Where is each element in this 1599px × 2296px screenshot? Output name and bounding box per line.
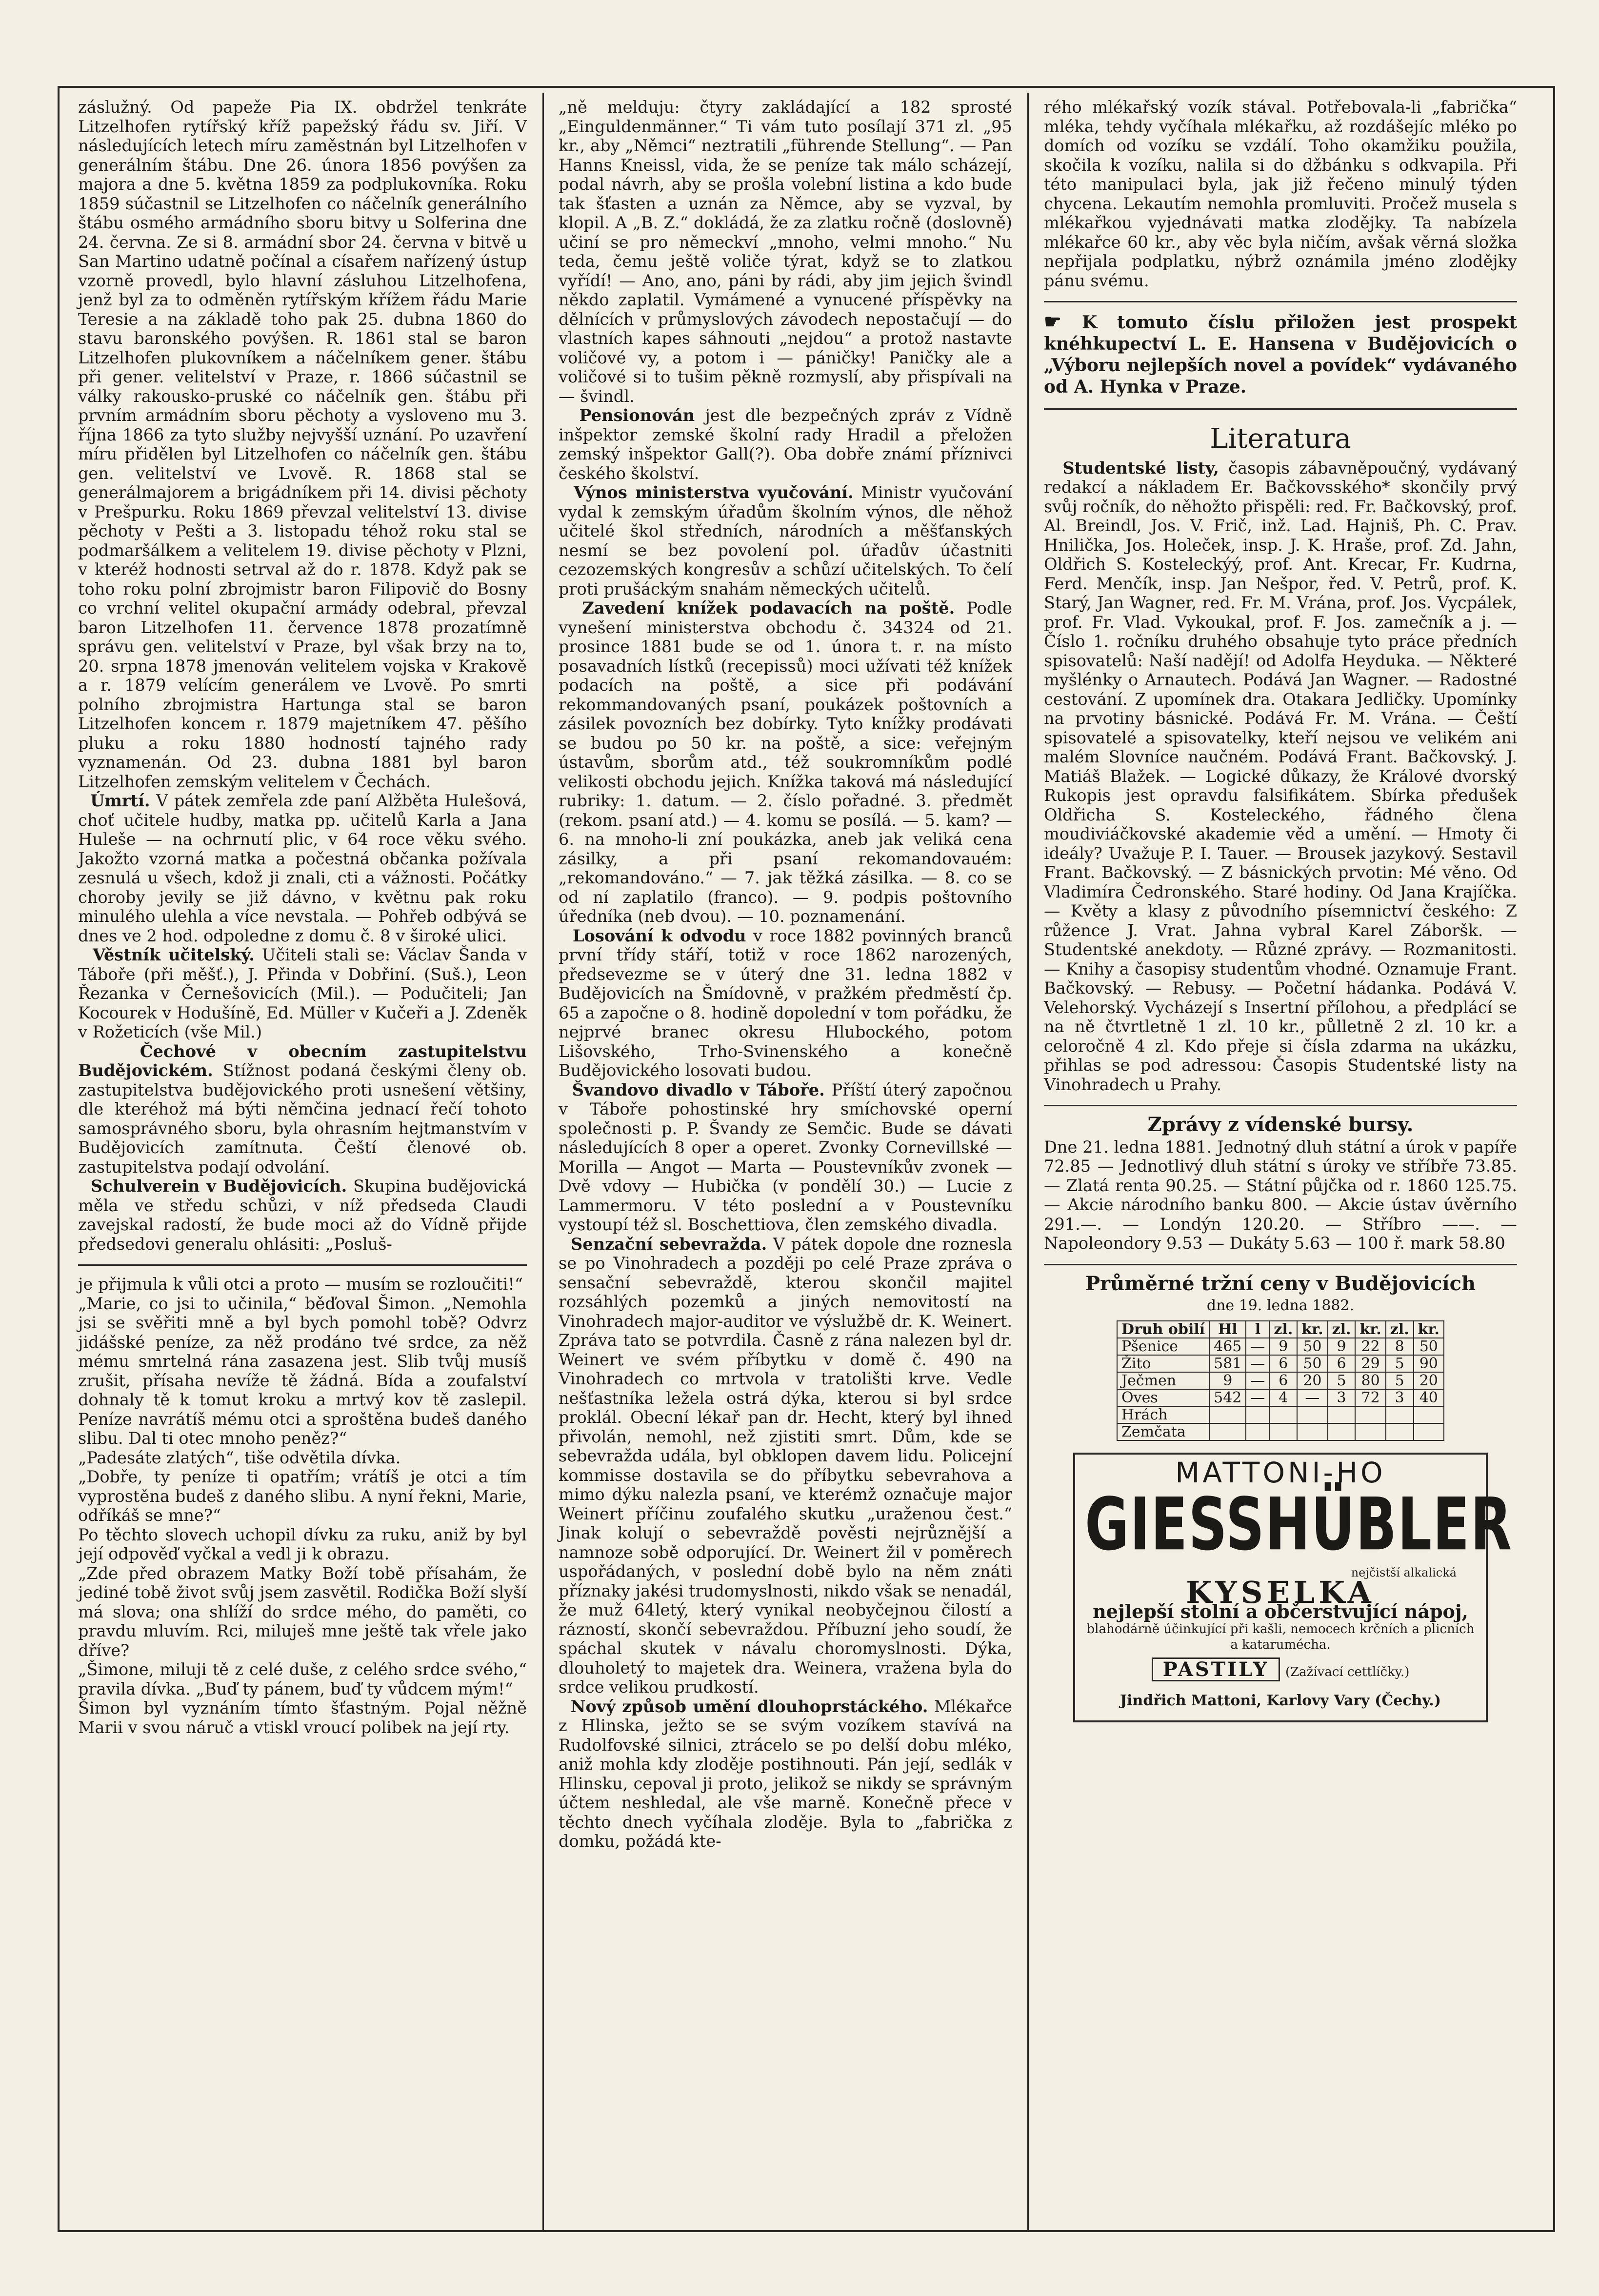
- story-paragraph: Po těchto slovech uchopil dívku za ruku, aniž by byl její odpověď vyčkal a vedl ji k obrazu.: [78, 1525, 527, 1563]
- table-cell: 5: [1386, 1355, 1414, 1372]
- table-cell: 6: [1328, 1355, 1356, 1372]
- table-row: [1117, 1355, 1444, 1372]
- novy-text: Mlékařce z Hlinska, ježto se se svým vozíkem stavívá na Rudolfovské silnici, ztrácelo se po delší dobu mléko, aniž mohla kdy zloděje postihnouti. Pán její, sedlák v Hlinsku, cepoval ji proto, jelikož se nikdy se správným účtem neshledal, ale vše marně. Konečně přece v těchto dnech vyčíhala zloděje. Byla to „fabrička z domku, požádá kte-: [559, 1697, 1012, 1851]
- table-row: [1117, 1406, 1444, 1423]
- pens-text: jest dle bezpečných zpráv z Vídně inšpektor zemské školní rady Hradil a přeložen zemský inšpektor Gall(?). Oba dobře známí příznivci českého školství.: [559, 406, 1012, 483]
- table-row: [1117, 1423, 1444, 1440]
- table-cell: [1386, 1423, 1414, 1440]
- table-header-row: [1117, 1321, 1444, 1338]
- table-cell: Žito: [1117, 1355, 1209, 1372]
- table-cell: 9: [1209, 1372, 1246, 1389]
- table-cell: [1209, 1406, 1246, 1423]
- vestnik-text: Učiteli stali se: Václav Šanda v Táboře (při měšť.), J. Přinda v Dobřiní. (Suš.), Leon Řezanka v Černešovicích (Mil.). — Podučiteli; Jan Kocourek v Hodušíně, Ed. Müller v Kučeři a J. Zdeněk v Rožeticích (vše Mil.): [78, 945, 527, 1041]
- column-3: [1044, 98, 1517, 1722]
- losov-heading: Losování k odvodu: [572, 925, 746, 945]
- story-paragraph: „Šimone, miluji tě z celé duše, z celého srdce svého,“ pravila dívka. „Buď ty pánem, buď ty vůdcem mým!“: [78, 1660, 527, 1698]
- table-cell: 50: [1297, 1338, 1327, 1355]
- table-cell: Oves: [1117, 1389, 1209, 1406]
- svand-heading: Švandovo divadlo v Táboře.: [572, 1079, 825, 1099]
- volby-article: „ně melduju: čtyry zakládající a 182 sprosté „Einguldenmänner.“ Ti vám tuto posílají 371 zl. „95 kr., aby „Němci“ neztratili „führende Stellung“. — Pan Hanns Kneissl, vida, že se peníze tak málo scházejí, podal návrh, aby se prošla volební listina a kdo bude tak šťasten a uznán za Němce, aby se vyzval, by klopil. A „B. Z.“ dokládá, že za zlatku ročně (doslovně) učiní se pro německví „mnoho, velmi mnoho.“ Nu teda, čemu ještě voliče týrat, když se to zlatkou vyřídí! — Ano, ano, páni by rádi, aby jim jejich švindl někdo zaplatil. Vymámené a vynucené příspěvky na dělnících v průmyslových závodech nepostačují — do vlastních kapes sáhnouti „nejdou“ a protož nastavte voličové vy, a potom i — páničky! Paničky ale a voličové si to tušim pěkně rozmyslí, aby přispívali na — švindl.: [559, 98, 1012, 406]
- table-cell: 542: [1209, 1389, 1246, 1406]
- table-cell: [1269, 1423, 1297, 1440]
- pointing-hand-icon: ☛: [1044, 310, 1082, 333]
- prices-divider: [1044, 1264, 1517, 1265]
- bursa-text: Dne 21. ledna 1881. Jednotný dluh státní a úrok v papíře 72.85 — Jednotlivý dluh státní s úroky ve stříbře 73.85. — Zlatá renta 90.25. — Státní půjčka od r. 1860 125.75. — Akcie národního banku 800. — Akcie ústav úvěrního 291.—. — Londýn 120.20. — Stříbro ——. — Napoleondory 9.53 — Dukáty 5.63 — 100 ř. mark 58.80: [1044, 1137, 1517, 1253]
- table-cell: Zemčata: [1117, 1423, 1209, 1440]
- table-header: Hl: [1209, 1321, 1246, 1338]
- table-cell: 9: [1269, 1338, 1297, 1355]
- mlekarka-article: rého mlékařský vozík stával. Potřebovala-li „fabrička“ mléka, tehdy vyčíhala mlékařku, až rozdášejíc mléko po domích od vozíku se vzdálí. Toho okamžiku použila, skočila k vozíku, nalila si do džbánku s odkvapila. Při této manipulaci byla, jak již řečeno minulý týden chycena. Lekautím nemohla promluviti. Pročež musela s mlékařkou vyjednávati matka zlodějky. Ta nabízela mlékařce 60 kr., aby věc byla ničím, avšak věrná složka nepřijala podplatku, nýbrž oznámila jméno zlodějky pánu svému.: [1044, 98, 1517, 290]
- notice-divider-top: [1044, 301, 1517, 302]
- table-cell: 29: [1355, 1355, 1385, 1372]
- table-header: Druh obilí: [1117, 1321, 1209, 1338]
- table-cell: 4: [1269, 1389, 1297, 1406]
- bursa-heading: Zprávy z vídenské bursy.: [1147, 1113, 1414, 1136]
- table-cell: 22: [1355, 1338, 1385, 1355]
- schul-article: [78, 1177, 527, 1254]
- table-cell: [1297, 1423, 1327, 1440]
- column-rule-1: [542, 93, 544, 2232]
- feuilleton-divider: [78, 1264, 527, 1266]
- table-header: kr.: [1414, 1321, 1444, 1338]
- table-row: [1117, 1389, 1444, 1406]
- table-cell: 50: [1414, 1338, 1444, 1355]
- umrti-heading: Úmrtí.: [90, 791, 150, 810]
- zastup-article: [78, 1042, 527, 1177]
- senz-text: V pátek dopole dne roznesla se po Vinohradech a později po celé Praze zpráva o sensační sebevraždě, kterou skončil majitel rozsáhlých pozemků a jiných nemovitostí na Vinohradech major-auditor ve výslužbě dr. K. Weinert. Zpráva tato se potvrdila. Časně z rána nalezen byl dr. Weinert ve svém příbytku v domě č. 490 na Vinohradech co mrtvola v tratolišti krve. Vedle nešťastníka ležela ostrá dýka, kterou si byl srdce proklál. Obecní lékař pan dr. Hecht, který byl ihned přivolán, nemohl, než zjistiti smrt. Dům, kde se sebevražda udála, byl obklopen davem lidu. Policejní kommisse dostavila se do příbytku sebevrahova a mimo dýku nalezla psaní, ve kterémž označuje major Weinert příčinu zoufalého skutku „uraženou čest.“ Jinak kolují o sebevraždě pověsti nejrůznější a namnoze sobě odporující. Dr. Weinert žil v poměrech uspořádaných, v poslední době bylo na něm znáti příznaky jakési trudomyslnosti, nikdo však se nenadál, že muž 64letý, který vynikal neobyčejnou čilostí a rázností, skončí sebevraždou. Příbuzní jeho soudí, že spáchal skutek v návalu choromyslnosti. Dýka, dlouholetý to majetek dra. Weinera, vražena byla do srdce velikou prudkostí.: [559, 1234, 1012, 1697]
- column-2: [559, 98, 1012, 1851]
- bursa-divider: [1044, 1105, 1517, 1106]
- literatura-heading: Literatura: [1210, 423, 1351, 455]
- senz-article: [559, 1235, 1012, 1697]
- losov-article: [559, 926, 1012, 1080]
- table-cell: —: [1246, 1338, 1269, 1355]
- notice-divider-bottom: [1044, 408, 1517, 410]
- litzelhofen-article: záslužný. Od papeže Pia IX. obdržel tenkráte Litzelhofen rytířský kříž papežský řádu sv. Jiří. V následujících letech míru zaměstnán byl Litzelhofen v generálním štábu. Dne 26. února 1856 povýšen za majora a dne 5. května 1859 za podplukovníka. Roku 1859 súčastnil se Litzelhofen co náčelník generálního štábu osmého armádního sboru bitvy u Solferina dne 24. června. Ze si 8. armádní sbor 24. června v bitvě u San Martino udatně počínal a císařem nařízený ústup vzorně provedl, bylo hlavní zásluhou Litzelhofena, jenž byl za to odměněn rytířským křížem řádu Marie Teresie a na základě toho pak 25. dubna 1860 do stavu baronského povýšen. R. 1861 stal se baron Litzelhofen plukovníkem a náčelníkem gener. štábu při gener. velitelství v Praze, r. 1866 súčastnil se války rakousko-pruské co náčelník gen. štábu při prvním armádním sboru pěchoty a vysloveno mu 3. října 1866 za tyto služby nejvyšší uznání. Po uzavření míru přidělen byl Litzelhofen co náčelník gen. štábu gen. velitelství ve Lvově. R. 1868 stal se generálmajorem a brigádníkem při 14. divisi pěchoty v Prešpurku. Roku 1869 převzal velitelství 13. divise pěchoty v Pešti a 3. listopadu téhož roku stal se podmaršálkem a velitelem 19. divise pěchoty v Plzni, v kteréž hodnosti setrval až do r. 1878. Když pak se toho roku polní zbrojmistr baron Filipovič do Bosny co vrchní velitel okupační armády odebral, převzal baron Litzelhofen 11. července 1878 prozatímně správu gen. velitelství v Praze, byl však brzy na to, 20. srpna 1878 jmenován velitelem vojska v Krakově a r. 1879 velícím generálem ve Lvově. Po smrti polního zbrojmistra Hartunga stal se baron Litzelhofen koncem r. 1879 majetníkem 47. pěšího pluku a roku 1880 hodností tajného rady vyznamenán. Od 23. dubna 1881 byl baron Litzelhofen zemským velitelem v Čechách.: [78, 98, 527, 791]
- table-cell: [1246, 1423, 1269, 1440]
- schul-text: Skupina budějovická měla ve středu schůzi, v níž předseda Claudi zavejskal radostí, že bude moci až do Vídně přijde předsedovi generalu ohlásiti: „Posluš-: [78, 1177, 527, 1254]
- story-paragraph: „Zde před obrazem Matky Boží tobě přísahám, že jediné tobě život svůj jsem zasvětil. Rodička Boží slyší má slova; ona shlíží do srdce mého, do paměti, co pravdu mluvím. Rci, miluješ mne ještě tak vřele jako dříve?: [78, 1563, 527, 1660]
- table-cell: 581: [1209, 1355, 1246, 1372]
- table-cell: 50: [1297, 1355, 1327, 1372]
- vestnik-article: [78, 945, 527, 1042]
- table-cell: 80: [1355, 1372, 1385, 1389]
- table-cell: [1386, 1406, 1414, 1423]
- literatura-article: [1044, 459, 1517, 1095]
- table-cell: [1355, 1423, 1385, 1440]
- table-row: [1117, 1372, 1444, 1389]
- table-cell: 5: [1328, 1372, 1356, 1389]
- table-cell: 40: [1414, 1389, 1444, 1406]
- zastup-text: Stížnost podaná českými členy ob. zastupitelstva budějovického proti usnešení většiny, dle kteréhož má býti němčina jednací řečí tohoto samosprávného sboru, byla ohrasním hejtmanstvím v Budějovicích zamítnuta. Čeští členové ob. zastupitelstva podají odvolání.: [78, 1061, 527, 1177]
- schul-heading: Schulverein v Budějovicích.: [91, 1176, 347, 1196]
- table-cell: 6: [1269, 1355, 1297, 1372]
- table-cell: 72: [1355, 1389, 1385, 1406]
- table-header: zl.: [1328, 1321, 1356, 1338]
- table-cell: 8: [1386, 1338, 1414, 1355]
- table-cell: 6: [1269, 1372, 1297, 1389]
- table-cell: Ječmen: [1117, 1372, 1209, 1389]
- table-cell: 3: [1328, 1389, 1356, 1406]
- novy-heading: Nový způsob umění dlouhoprstáckého.: [570, 1696, 928, 1716]
- table-cell: [1328, 1406, 1356, 1423]
- story-paragraph: je přijmula k vůli otci a proto — musím se rozloučiti!“: [78, 1275, 523, 1294]
- table-row: [1117, 1338, 1444, 1355]
- table-cell: —: [1297, 1389, 1327, 1406]
- zaved-heading: Zavedení knížek podavacích na poště.: [582, 598, 955, 618]
- ad-pastily: PASTILY: [1152, 1657, 1280, 1682]
- table-header: kr.: [1297, 1321, 1327, 1338]
- ad-subtitle: nejčistší alkalická: [1351, 1566, 1457, 1579]
- prospekt-notice-text: K tomuto číslu přiložen jest prospekt knéhkupectví L. E. Hansena v Budějovicích o „Výboru nejlepších novel a povídek“ vydávaného od A. Hynka v Praze.: [1044, 312, 1517, 397]
- prices-date: dne 19. ledna 1882.: [1206, 1297, 1355, 1314]
- table-cell: 20: [1414, 1372, 1444, 1389]
- table-cell: 90: [1414, 1355, 1444, 1372]
- svand-text: Příští úterý započnou v Táboře pohostinské hry smíchovské operní společnosti p. P. Švandy ze Semčic. Bude se dávati následujících 8 oper a operet. Zvonky Cornevillské — Morilla — Angot — Marta — Poustevníkův zvonek — Dvě vdovy — Hubička (v pondělí 30.) — Lucie z Lammermoru. V této poslední a v Poustevníku vystoupí též sl. Boschettiova, člen zemského divadla.: [559, 1080, 1012, 1234]
- table-header: zl.: [1269, 1321, 1297, 1338]
- table-header: kr.: [1355, 1321, 1385, 1338]
- svand-article: [559, 1080, 1012, 1235]
- ad-kyselka: KYSELKA: [1186, 1574, 1375, 1610]
- umrti-text: V pátek zemřela zde paní Alžběta Hulešová, choť učitele hudby, matka pp. učitelů Karla a Jana Huleše — na ochrnutí plic, v 64 roce věku svého. Jakožto vzorná matka a počestná občanka požívala zesnulá u všech, kdož ji znali, cti a vážnosti. Počátky choroby jevily se již dávno, v květnu pak roku minulého ulehla a více nevstala. — Pohřeb odbývá se dnes ve 2 hod. odpoledne z domu č. 8 v široké ulici.: [78, 791, 527, 945]
- zaved-article: [559, 599, 1012, 926]
- novy-article: [559, 1697, 1012, 1851]
- ad-firm: Jindřich Mattoni, Karlovy Vary (Čechy.): [1119, 1692, 1441, 1709]
- senz-heading: Senzační sebevražda.: [571, 1234, 767, 1254]
- table-cell: [1414, 1406, 1444, 1423]
- story-paragraph: Šimon byl vyznáním tímto šťastným. Pojal něžně Marii v svou náruč a vtiskl vroucí polibek na její rty.: [78, 1698, 527, 1737]
- vestnik-heading: Věstník učitelský.: [92, 945, 255, 964]
- ad-description: blahodárně účinkující při kašli, nemocech krčních a plicních a katarumécha.: [1086, 1621, 1475, 1652]
- story-paragraph: „Padesáte zlatých“, tiše odvětila dívka.: [78, 1448, 401, 1467]
- zaved-text: Podle vynešení ministerstva obchodu č. 34324 od 21. prosince 1881 bude se od 1. února t. r. na místo posavadních lístků (recepissů) moci užívati též knížek podacích na poště, a sice při podávání rekommandovaných psaní, poukázek poštovních a zásilek povozních bez dobírky. Tyto knížky prodávati se budou po 50 kr. na poště, a sice: veřejným ústavům, sborům atd., též soukromníkům podlé velikosti obchodu jejich. Knížka taková má následující rubriky: 1. datum. — 2. číslo pořadné. 3. předmět (rekom. psaní atd.) — 4. komu se posílá. — 5. kam? — 6. na mnoho-li zní poukázka, aneb jak veliká cena zásilky, a při psaní rekomandovauém: „rekomandováno.“ — 7. jak těžká zásilka. — 8. co se od ní zaplatilo (franco). — 9. podpis poštovního úředníka (neb dvou). — 10. poznamenání.: [559, 599, 1012, 926]
- story-paragraph: „Marie, co jsi to učinila,“ běďoval Šimon. „Nemohla jsi se svěřiti mně a byl bych pomohl tobě? Odvrz jidášské peníze, za něž prodáno tvé srdce, za něž mému smrtelná rána zasazena jest. Slib tvůj musíš zrušit, přísaha nevíže tě žádná. Bída a zoufalství dohnaly tě k tomut kroku a mrtvý kov tě zaslepil. Peníze navrátíš mému otci a sproštěna budeš daného slibu. Dal ti otec mnoho peněz?“: [78, 1294, 527, 1448]
- prospekt-notice: [1044, 311, 1517, 398]
- studentske-listy-text: časopis zábavněpoučný, vydávaný redakcí a nákladem Er. Bačkovsského* skončily prvý svůj ročník, do něhožto přispěli: red. Fr. Bačkovský, prof. Al. Breindl, Jos. V. Frič, inž. Lad. Hajniš, Ph. C. Prav. Hnilička, Jos. Holeček, insp. J. K. Hraše, prof. Zd. Jahn, Oldřich S. Kosteleckýý, prof. Ant. Krecar, Fr. Kudrna, Ferd. Menčík, insp. Jan Nešpor, řed. V. Petrů, prof. K. Starý, Jan Wagner, red. Fr. M. Vrána, prof. Jos. Vycpálek, prof. Fr. Vlad. Vykoukal, prof. F. Jos. zamečník a j. — Číslo 1. ročníku druhého obsahuje tyto práce předních spisovatelů: Naší nadějí! od Adolfa Heyduka. — Některé myšlénky o Arnautech. Podává Jan Wagner. — Radostné cestování. Z upomínek dra. Otakara Jedličky. Upomínky na prvotiny básnické. Podává Fr. M. Vrána. — Čeští spisovatelé a spisovatelky, kteří nejsou ve velikém ani malém Slovníce naučném. Podává Frant. Bačkovský. J. Matiáš Blažek. — Logické důkazy, že Králové dvorský Rukopis jest opravdu falsifikátem. Sbírka předušek Oldřicha S. Kosteleckého, řádného člena moudiviáčkovské akademie věd a umění. — Hmoty či ideály? Uvažuje P. I. Tauer. — Brousek jazykový. Sestavil Frant. Bačkovský. — Z básnických prvotin: Mé věno. Od Vladimíra Čedronského. Staré hodiny. Od Jana Krajíčka. — Květy a klasy z původního písemnictví českého: Z růžence J. Vrat. Jahna vybral Karel Záboršk. — Studentské anekdoty. — Různé zprávy. — Rozmanitosti. — Knihy a časopisy studentům vhodné. Oznamuje Frant. Bačkovský. — Rebusy. — Početní hádanka. Podává V. Velehorský. Vycházejí s Insertní přílohou, a předplácí se na ně čtvrtletně 1 zl. 10 kr., půlletně 2 zl. 10 kr. a celoročně 4 zl. Kdo přeje si čísla zdarma na ukázku, přihlas se pod adressou: Časopis Studentské listy na Vinohradech u Prahy.: [1044, 458, 1517, 1094]
- table-cell: —: [1246, 1389, 1269, 1406]
- ad-brand-logo: GIESSHÜBLER: [1085, 1482, 1513, 1567]
- table-cell: 3: [1386, 1389, 1414, 1406]
- table-cell: [1414, 1423, 1444, 1440]
- table-cell: [1246, 1406, 1269, 1423]
- table-cell: [1269, 1406, 1297, 1423]
- mattoni-advertisement: [1073, 1453, 1513, 1722]
- losov-text: v roce 1882 povinných branců první třídy stáří, totiž v roce 1862 narozených, předsevezme se v úterý dne 31. ledna 1882 v Budějovicích na Šmídovně, v pražkém předměstí čp. 65 a započne o 8. hodině dopolední v tom pořádku, že nejprvé branec okresu Hlubockého, potom Lišovského, Trho-Svinenského a konečně Budějovického losovati budou.: [559, 926, 1012, 1080]
- table-cell: [1209, 1423, 1246, 1440]
- studentske-listy-heading: Studentské listy,: [1062, 458, 1219, 478]
- column-1: [78, 98, 527, 1737]
- table-header: zl.: [1386, 1321, 1414, 1338]
- prices-heading: Průměrné tržní ceny v Budějovicích: [1085, 1272, 1476, 1295]
- pens-article: [559, 406, 1012, 483]
- column-rule-2: [1027, 93, 1029, 2232]
- story-paragraph: „Dobře, ty peníze ti opatřím; vrátíš je otci a tím vyprostěna budeš z daného slibu. A nyní řekni, Marie, odříkáš se mne?“: [78, 1467, 527, 1525]
- pens-heading: Pensionován: [579, 405, 695, 425]
- vynos-article: [559, 483, 1012, 599]
- table-cell: [1297, 1406, 1327, 1423]
- zastup-heading: Čechové v obecním zastupitelstvu Budějovickém.: [78, 1041, 527, 1080]
- table-cell: Pšenice: [1117, 1338, 1209, 1355]
- market-prices-table: [1117, 1320, 1444, 1441]
- ad-slogan: nejlepší stolní a občerstvující nápoj,: [1093, 1600, 1468, 1622]
- vynos-text: Ministr vyučování vydal k zemským úřadům školním výnos, dle něhož učitelé škol středních, národních a měšťanských nesmí se bez povolení pol. úřadův účastniti cezozemských kongresův a schůzí učitelských. To čelí proti prušáckým snahám německých učitelů.: [559, 483, 1012, 599]
- table-header: l: [1246, 1321, 1269, 1338]
- table-cell: 20: [1297, 1372, 1327, 1389]
- table-cell: Hrách: [1117, 1406, 1209, 1423]
- table-cell: —: [1246, 1355, 1269, 1372]
- table-cell: 5: [1386, 1372, 1414, 1389]
- table-cell: [1355, 1406, 1385, 1423]
- table-cell: 9: [1328, 1338, 1356, 1355]
- umrti-article: [78, 791, 527, 945]
- vynos-heading: Výnos ministerstva vyučování.: [573, 482, 854, 502]
- table-cell: —: [1246, 1372, 1269, 1389]
- ad-pastily-note: (Zažívací cettlíčky.): [1285, 1664, 1410, 1679]
- ad-mattoni-label: MATTONI-HO: [1175, 1456, 1386, 1489]
- table-cell: [1328, 1423, 1356, 1440]
- table-cell: 465: [1209, 1338, 1246, 1355]
